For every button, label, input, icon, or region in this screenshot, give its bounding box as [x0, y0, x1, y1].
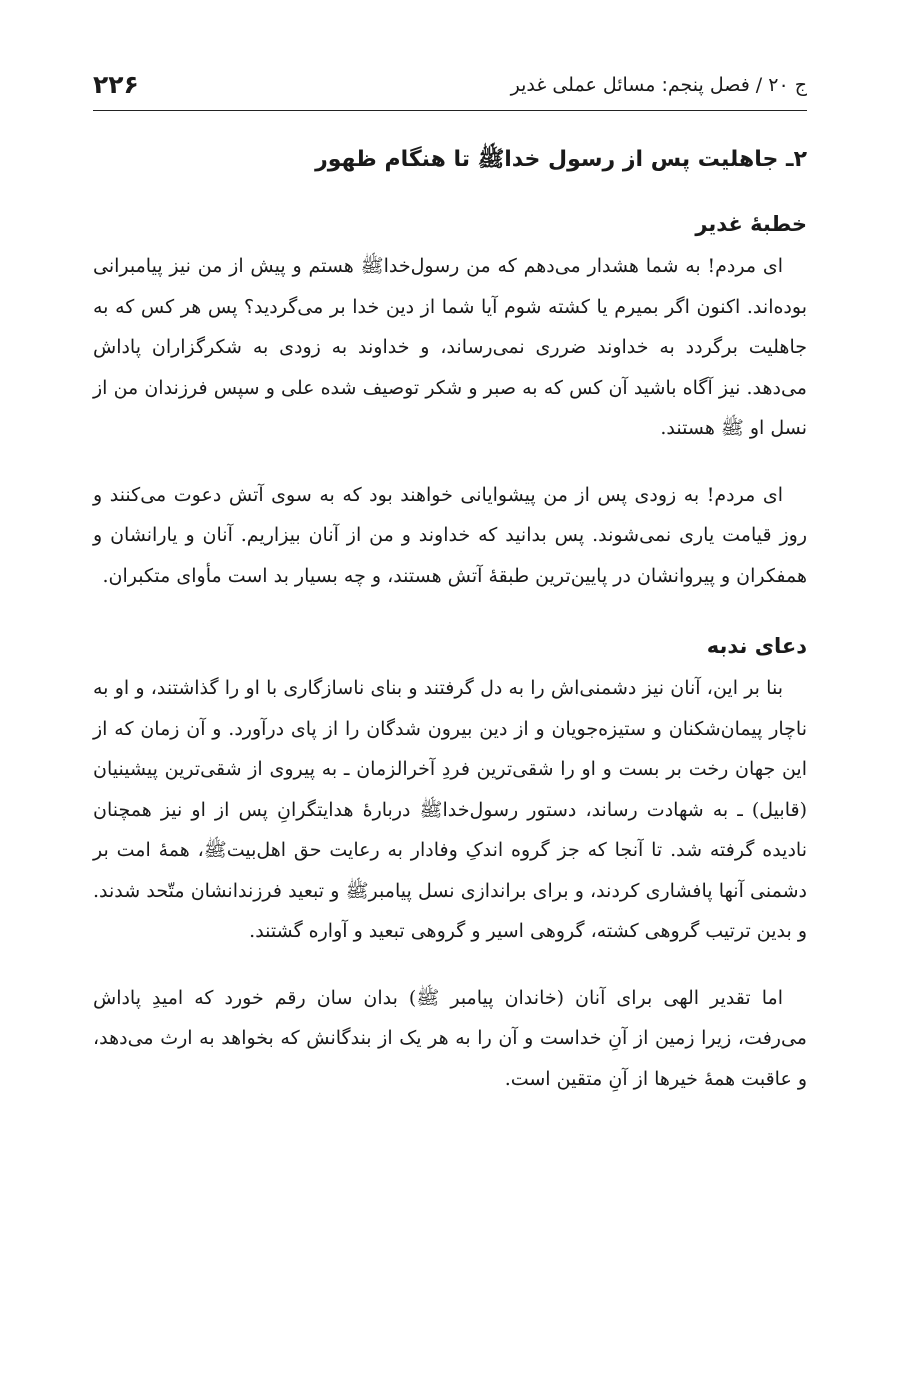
- paragraph: اما تقدیر الهی برای آنان (خاندان پیامبر ﷺ) بدان سان رقم خورد که امیدِ پاداش می‌رفت، زیرا زمین از آنِ خداست و آن را به هر یک از بندگانش که بخواهد به ارث می‌دهد، و عاقبت همهٔ خیرها از آنِ متقین است.: [93, 986, 807, 1090]
- paragraph: بنا بر این، آنان نیز دشمنی‌اش را به دل گرفتند و بنای ناسازگاری با او را گذاشتند، و او به ناچار پیمان‌شکنان و ستیزه‌جویان و از دین بیرون شدگان را از پای درآورد. و آن زمان که از این جهان رخت بر بست و او را شقی‌ترین فردِ آخرالزمان ـ به پیروی از شقی‌ترین پیشینیان (قابیل) ـ به شهادت رساند، دستور رسول‌خداﷺ دربارهٔ هدایتگرانِ پس از او نیز همچنان نادیده گرفته شد. تا آنجا که جز گروه اندکِ وفادار به رعایت حق اهل‌بیتﷺ، همهٔ امت بر دشمنی آنها پافشاری کردند، و برای براندازی نسل پیامبرﷺ و تبعید فرزندانشان متّحد شدند. و بدین ترتیب گروهی کشته، گروهی اسیر و گروهی تبعید و آواره گشتند.: [93, 677, 807, 942]
- subheading-ghadir-sermon: خطبهٔ غدیر: [695, 212, 807, 236]
- section-title: ۲ـ جاهلیت پس از رسول خداﷺ تا هنگام ظهور: [315, 147, 807, 172]
- page-content: [93, 140, 807, 1125]
- block-ghadir-sermon: [93, 204, 807, 596]
- running-head: ج ۲۰ / فصل پنجم: مسائل عملی غدیر: [510, 74, 807, 96]
- paragraph: ای مردم! به زودی پس از من پیشوایانی خواهند بود که به سوی آتش دعوت می‌کنند و روز قیامت یاری نمی‌شوند. پس بدانید که خداوند و من از آنان بیزاریم. آنان و یارانشان و همفکران و پیروانشان در پایین‌ترین طبقهٔ آتش هستند، و چه بسیار بد است مأوای متکبران.: [93, 483, 807, 587]
- book-page: [93, 0, 807, 1390]
- subheading-nudbah-prayer: دعای ندبه: [706, 634, 807, 658]
- page-header: [93, 66, 807, 111]
- paragraph: ای مردم! به شما هشدار می‌دهم که من رسول‌خداﷺ هستم و پیش از من نیز پیامبرانی بوده‌اند. اکنون اگر بمیرم یا کشته شوم آیا شما از دین خدا بر می‌گردید؟ پس هر کس که به جاهلیت برگردد به خداوند ضرری نمی‌رساند، و خداوند به زودی به شکرگزاران پاداش می‌دهد. نیز آگاه باشید آن کس که به صبر و شکر توصیف شده علی و سپس فرزندان من از نسل او ﷺ هستند.: [93, 255, 807, 439]
- block-nudbah-prayer: [93, 626, 807, 1099]
- page-number: ۲۲۶: [93, 70, 139, 99]
